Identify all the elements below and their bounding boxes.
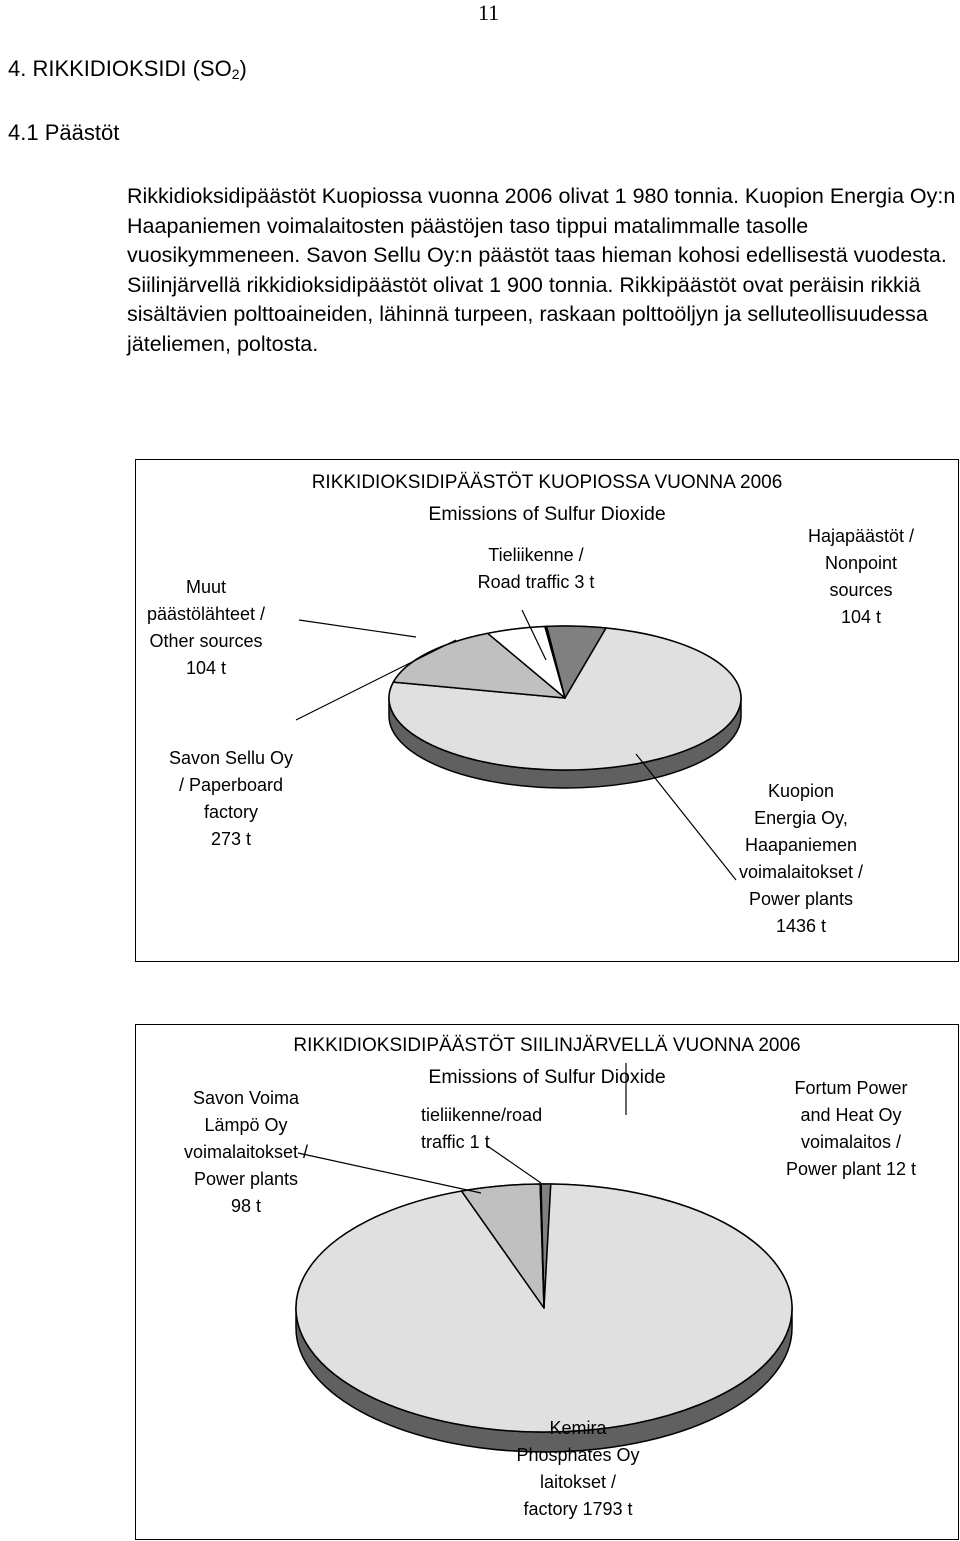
siilinjarvi-label-road-traffic: tieliikenne/road traffic 1 t bbox=[421, 1105, 543, 1152]
kuopio-label-paperboard: Savon Sellu Oy / Paperboard factory 273 t bbox=[168, 748, 294, 849]
section-heading-text: 4. RIKKIDIOKSIDI (SO bbox=[8, 56, 232, 81]
kuopio-label-nonpoint: Hajapäästöt / Nonpoint sources 104 t bbox=[807, 526, 915, 627]
page-number: 11 bbox=[478, 0, 500, 25]
siilinjarvi-emissions-chart bbox=[135, 1024, 959, 1540]
kuopio-chart-title: RIKKIDIOKSIDIPÄÄSTÖT KUOPIOSSA VUONNA 2006 bbox=[311, 472, 783, 493]
subsection-heading: 4.1 Päästöt bbox=[8, 120, 120, 145]
kuopio-label-other-sources: Muut päästölähteet / Other sources 104 t bbox=[146, 577, 266, 678]
siilinjarvi-label-fortum: Fortum Power and Heat Oy voimalaitos / Power plant 12 t bbox=[785, 1078, 917, 1179]
section-heading bbox=[8, 56, 247, 82]
kuopio-label-power-plants: Kuopion Energia Oy, Haapaniemen voimalaitokset / Power plants 1436 t bbox=[738, 781, 864, 936]
kuopio-label-road-traffic: Tieliikenne / Road traffic 3 t bbox=[477, 545, 595, 592]
kuopio-leader-line-1 bbox=[299, 620, 416, 637]
siilinjarvi-chart-title: RIKKIDIOKSIDIPÄÄSTÖT SIILINJÄRVELLÄ VUONNA 2006 bbox=[293, 1035, 801, 1056]
body-paragraph: Rikkidioksidipäästöt Kuopiossa vuonna 2006 olivat 1 980 tonnia. Kuopion Energia Oy:n Haapaniemen voimalaitosten päästöjen taso tippui matalimmalle tasolle vuosikymmeneen. Savon Sellu Oy:n päästöt taas hieman kohosi edellisestä vuodesta. Siilinjärvellä rikkidioksidipäästöt olivat 1 900 tonnia. Rikkipäästöt ovat peräisin rikkiä sisältävien polttoaineiden, lähinnä turpeen, raskaan polttoöljyn ja selluteollisuudessa jäteliemen, poltosta. bbox=[127, 184, 956, 356]
kuopio-chart-subtitle: Emissions of Sulfur Dioxide bbox=[428, 503, 666, 525]
kuopio-emissions-chart bbox=[135, 459, 959, 962]
siilinjarvi-chart-subtitle: Emissions of Sulfur Dioxide bbox=[428, 1066, 666, 1088]
siilinjarvi-label-savon-voima: Savon Voima Lämpö Oy voimalaitokset / Power plants 98 t bbox=[183, 1088, 309, 1216]
section-heading-end: ) bbox=[239, 56, 247, 81]
siilinjarvi-label-kemira: Kemira Phosphates Oy laitokset / factory 1793 t bbox=[516, 1418, 640, 1519]
section-heading-subscript: 2 bbox=[231, 66, 240, 82]
